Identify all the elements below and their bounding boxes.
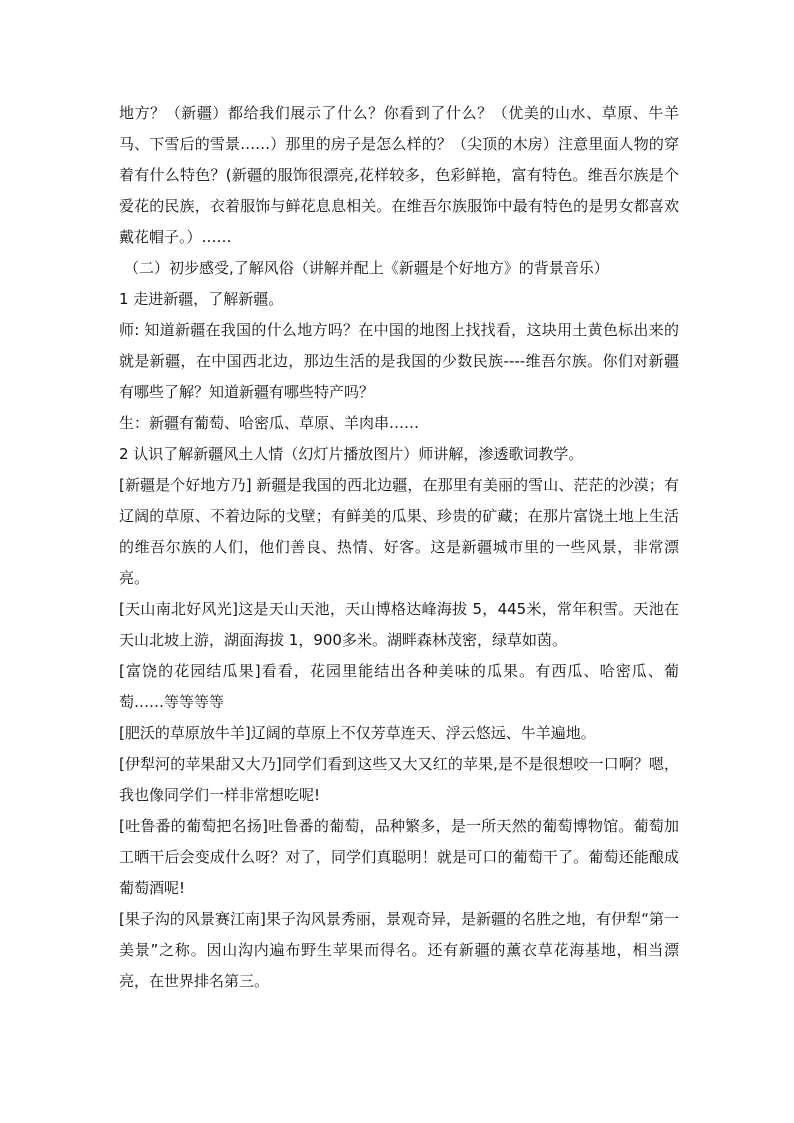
lyric-paragraph-yili-apples: [伊犁河的苹果甜又大乃]同学们看到这些又大又红的苹果,是不是很想咬一口啊？嗯，我也像同学们一样非常想吃呢! xyxy=(119,755,679,804)
lyric-paragraph-guozigou: [果子沟的风景赛江南]果子沟风景秀丽，景观奇异，是新疆的名胜之地，有伊犁“第一美景”之称。因山沟内遍布野生苹果而得名。还有新疆的薰衣草花海基地，相当漂亮，在世界排名第三。 xyxy=(119,910,679,990)
student-answer-paragraph: 生：新疆有葡萄、哈密瓜、草原、羊肉串…… xyxy=(119,414,420,432)
teacher-question-paragraph: 师: 知道新疆在我国的什么地方吗？在中国的地图上找找看，这块用土黄色标出来的就是新疆，在中国西北边，那边生活的是我国的少数民族----维吾尔族。你们对新疆有哪些了解？知道新疆有哪些特产吗？ xyxy=(119,321,679,401)
lyric-paragraph-turpan-grapes: [吐鲁番的葡萄把名扬]吐鲁番的葡萄，品种繁多，是一所天然的葡萄博物馆。葡萄加工晒干后会变成什么呀？对了，同学们真聪明！就是可口的葡萄干了。葡萄还能酿成葡萄酒呢! xyxy=(119,817,679,897)
paragraph-xinjiang-intro-continued: 地方？（新疆）都给我们展示了什么？你看到了什么？（优美的山水、草原、牛羊马、下雪后的雪景……）那里的房子是怎么样的？（尖顶的木房）注意里面人物的穿着有什么特色？(新疆的服饰很漂亮,花样较多，色彩鲜艳，富有特色。维吾尔族是个爱花的民族，衣着服饰与鲜花息息相关。在维吾尔族服饰中最有特色的是男女都喜欢戴花帽子。）…… xyxy=(119,104,679,246)
lyric-paragraph-garden: [富饶的花园结瓜果]看看，花园里能结出各种美味的瓜果。有西瓜、哈密瓜、葡萄……等等等等 xyxy=(119,662,679,711)
document-body xyxy=(119,98,679,997)
lyric-paragraph-good-place: [新疆是个好地方乃] 新疆是我国的西北边疆，在那里有美丽的雪山、茫茫的沙漠；有辽阔的草原、不着边际的戈壁；有鲜美的瓜果、珍贵的矿藏；在那片富饶土地上生活的维吾尔族的人们，他们善良、热情、好客。这是新疆城市里的一些风景，非常漂亮。 xyxy=(119,476,679,587)
lyric-paragraph-tianshan: [天山南北好风光]这是天山天池，天山博格达峰海拔 5，445米，常年积雪。天池在天山北坡上游，湖面海拔 1，900多米。湖畔森林茂密，绿草如茵。 xyxy=(119,600,679,649)
lyric-paragraph-grassland: [肥沃的草原放牛羊]辽阔的草原上不仅芳草连天、浮云悠远、牛羊遍地。 xyxy=(119,724,596,742)
step-1-heading: 1 走进新疆，了解新疆。 xyxy=(119,290,284,308)
section-heading-initial-feel: （二）初步感受,了解风俗（讲解并配上《新疆是个好地方》的背景音乐） xyxy=(124,259,609,277)
step-2-heading: 2 认识了解新疆风土人情（幻灯片播放图片）师讲解，渗透歌词教学。 xyxy=(119,445,584,463)
